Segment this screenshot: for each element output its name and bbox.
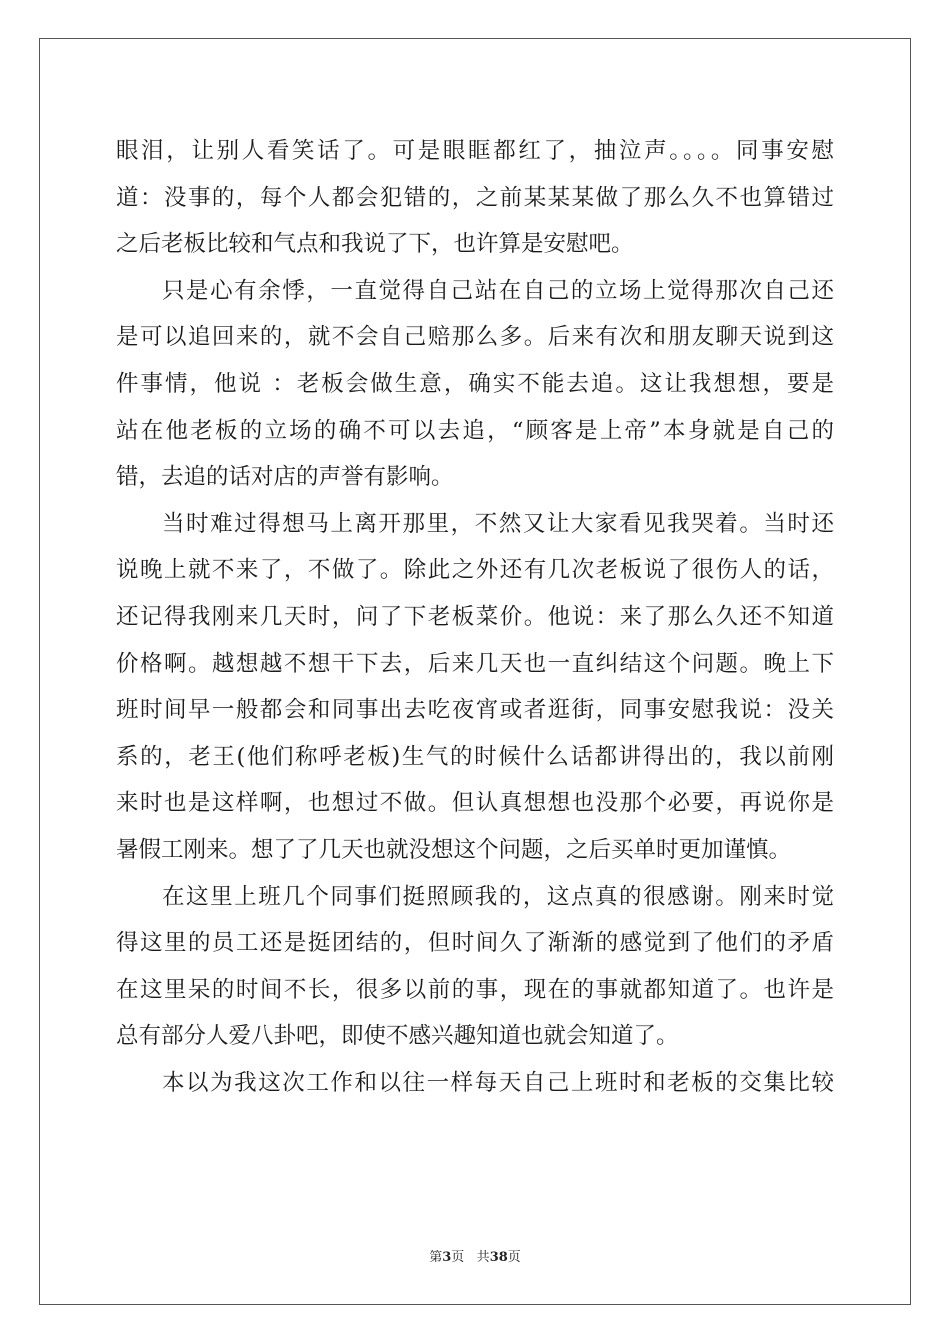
text-line: 本以为我这次工作和以往一样每天自己上班时和老板的交集比较	[162, 1069, 834, 1096]
total-suffix: 页	[507, 1250, 521, 1265]
text-line: 来时也是这样啊，也想过不做。但认真想想也没那个必要，再说你是	[116, 790, 834, 817]
text-line: 还记得我刚来几天时，问了下老板菜价。他说：来了那么久还不知道	[116, 603, 834, 630]
text-line: 暑假工刚来。想了了几天也就没想这个问题，之后买单时更加谨慎。	[116, 836, 792, 863]
text-line: 是可以追回来的，就不会自己赔那么多。后来有次和朋友聊天说到这	[116, 324, 834, 351]
total-prefix: 共	[476, 1250, 490, 1265]
document-body	[116, 128, 834, 1106]
text-line: 只是心有余悸，一直觉得自己站在自己的立场上觉得那次自己还	[162, 277, 834, 304]
total-pages: 38	[489, 1250, 508, 1265]
text-line: 在这里呆的时间不长，很多以前的事，现在的事就都知道了。也许是	[116, 976, 834, 1003]
text-line: 得这里的员工还是挺团结的，但时间久了渐渐的感觉到了他们的矛盾	[116, 930, 834, 957]
page-number: 3	[442, 1250, 452, 1265]
text-line: 在这里上班几个同事们挺照顾我的，这点真的很感谢。刚来时觉	[162, 883, 834, 910]
text-line: 总有部分人爱八卦吧，即使不感兴趣知道也就会知道了。	[116, 1023, 679, 1050]
text-line: 站在他老板的立场的确不可以去追，“顾客是上帝”本身就是自己的	[116, 417, 834, 444]
text-line: 道：没事的，每个人都会犯错的，之前某某某做了那么久不也算错过	[116, 184, 834, 211]
text-line: 当时难过得想马上离开那里，不然又让大家看见我哭着。当时还	[162, 510, 834, 537]
page-prefix: 第	[429, 1250, 443, 1265]
text-line: 系的，老王(他们称呼老板)生气的时候什么话都讲得出的，我以前刚	[116, 743, 834, 770]
page-footer	[0, 1246, 950, 1265]
text-line: 价格啊。越想越不想干下去，后来几天也一直纠结这个问题。晚上下	[116, 650, 834, 677]
text-line: 错，去追的话对店的声誉有影响。	[116, 464, 454, 491]
text-line: 件事情，他说 ：老板会做生意，确实不能去追。这让我想想，要是	[116, 370, 834, 397]
text-line: 说晚上就不来了，不做了。除此之外还有几次老板说了很伤人的话，	[116, 557, 834, 584]
text-line: 眼泪，让别人看笑话了。可是眼眶都红了，抽泣声。。。。同事安慰	[116, 138, 834, 164]
text-line: 班时间早一般都会和同事出去吃夜宵或者逛街，同事安慰我说：没关	[116, 697, 834, 724]
text-line: 之后老板比较和气点和我说了下，也许算是安慰吧。	[116, 231, 634, 258]
page-suffix: 页	[451, 1250, 465, 1265]
